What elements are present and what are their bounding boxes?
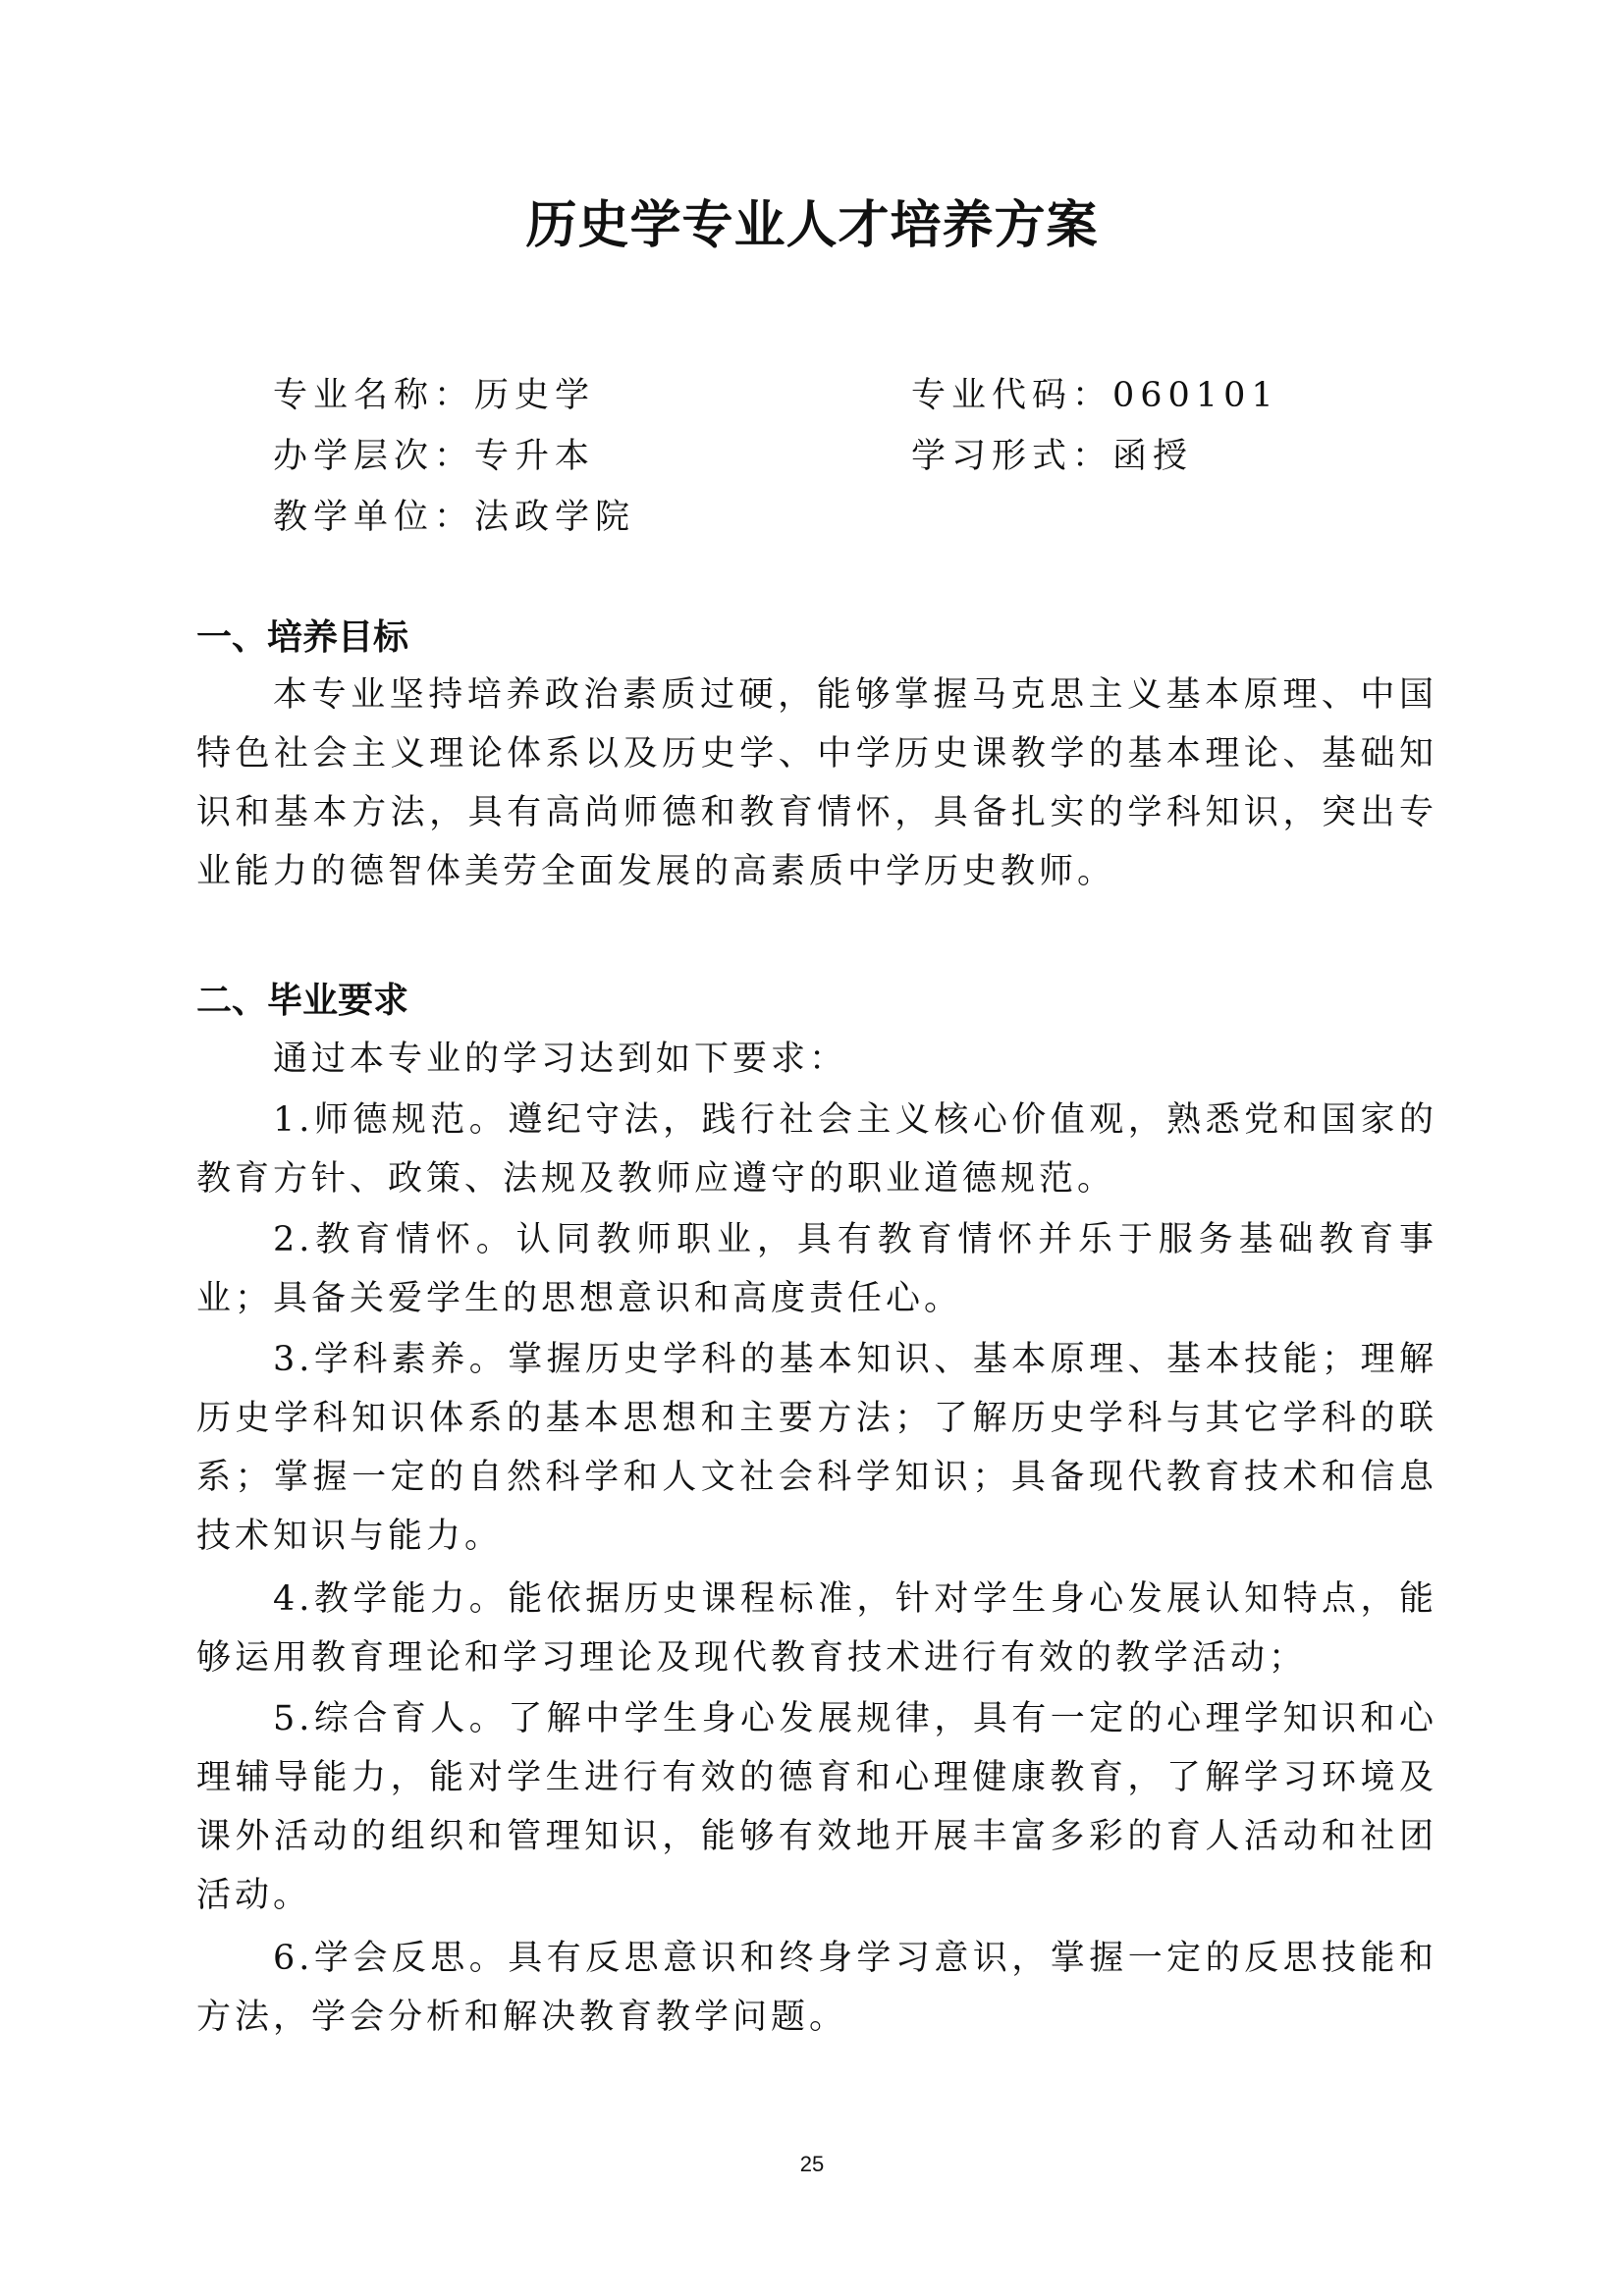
study-form: 学习形式：函授 — [911, 437, 1194, 476]
requirements-intro: 通过本专业的学习达到如下要求： — [273, 1040, 848, 1079]
major-name: 专业名称：历史学 — [273, 376, 596, 415]
requirement-5: 5.综合育人。了解中学生身心发展规律，具有一定的心理学知识和心理辅导能力，能对学生进行有效的德育和心理健康教育，了解学习环境及课外活动的组织和管理知识，能够有效地开展丰富多彩的育人活动和社团活动。 — [196, 1699, 1437, 1915]
page-number: 25 — [799, 2152, 825, 2176]
major-code: 专业代码：060101 — [911, 376, 1279, 415]
requirement-3: 3.学科素养。掌握历史学科的基本知识、基本原理、基本技能；理解历史学科知识体系的基本思想和主要方法；了解历史学科与其它学科的联系；掌握一定的自然科学和人文社会科学知识；具备现代教育技术和信息技术知识与能力。 — [196, 1340, 1437, 1556]
teaching-unit: 教学单位：法政学院 — [273, 498, 636, 537]
document-title: 历史学专业人才培养方案 — [525, 195, 1099, 255]
section-heading-requirements: 二、毕业要求 — [196, 981, 409, 1021]
objectives-paragraph: 本专业坚持培养政治素质过硬，能够掌握马克思主义基本原理、中国特色社会主义理论体系以及历史学、中学历史课教学的基本理论、基础知识和基本方法，具有高尚师德和教育情怀，具备扎实的学科知识，突出专业能力的德智体美劳全面发展的高素质中学历史教师。 — [196, 675, 1437, 891]
requirement-1: 1.师德规范。遵纪守法，践行社会主义核心价值观，熟悉党和国家的教育方针、政策、法规及教师应遵守的职业道德规范。 — [196, 1100, 1437, 1199]
requirement-2: 2.教育情怀。认同教师职业，具有教育情怀并乐于服务基础教育事业；具备关爱学生的思想意识和高度责任心。 — [196, 1220, 1437, 1318]
education-level: 办学层次：专升本 — [273, 437, 596, 476]
requirement-6: 6.学会反思。具有反思意识和终身学习意识，掌握一定的反思技能和方法，学会分析和解决教育教学问题。 — [196, 1939, 1437, 2037]
section-heading-objectives: 一、培养目标 — [196, 617, 409, 658]
requirement-4: 4.教学能力。能依据历史课程标准，针对学生身心发展认知特点，能够运用教育理论和学习理论及现代教育技术进行有效的教学活动； — [196, 1579, 1437, 1678]
